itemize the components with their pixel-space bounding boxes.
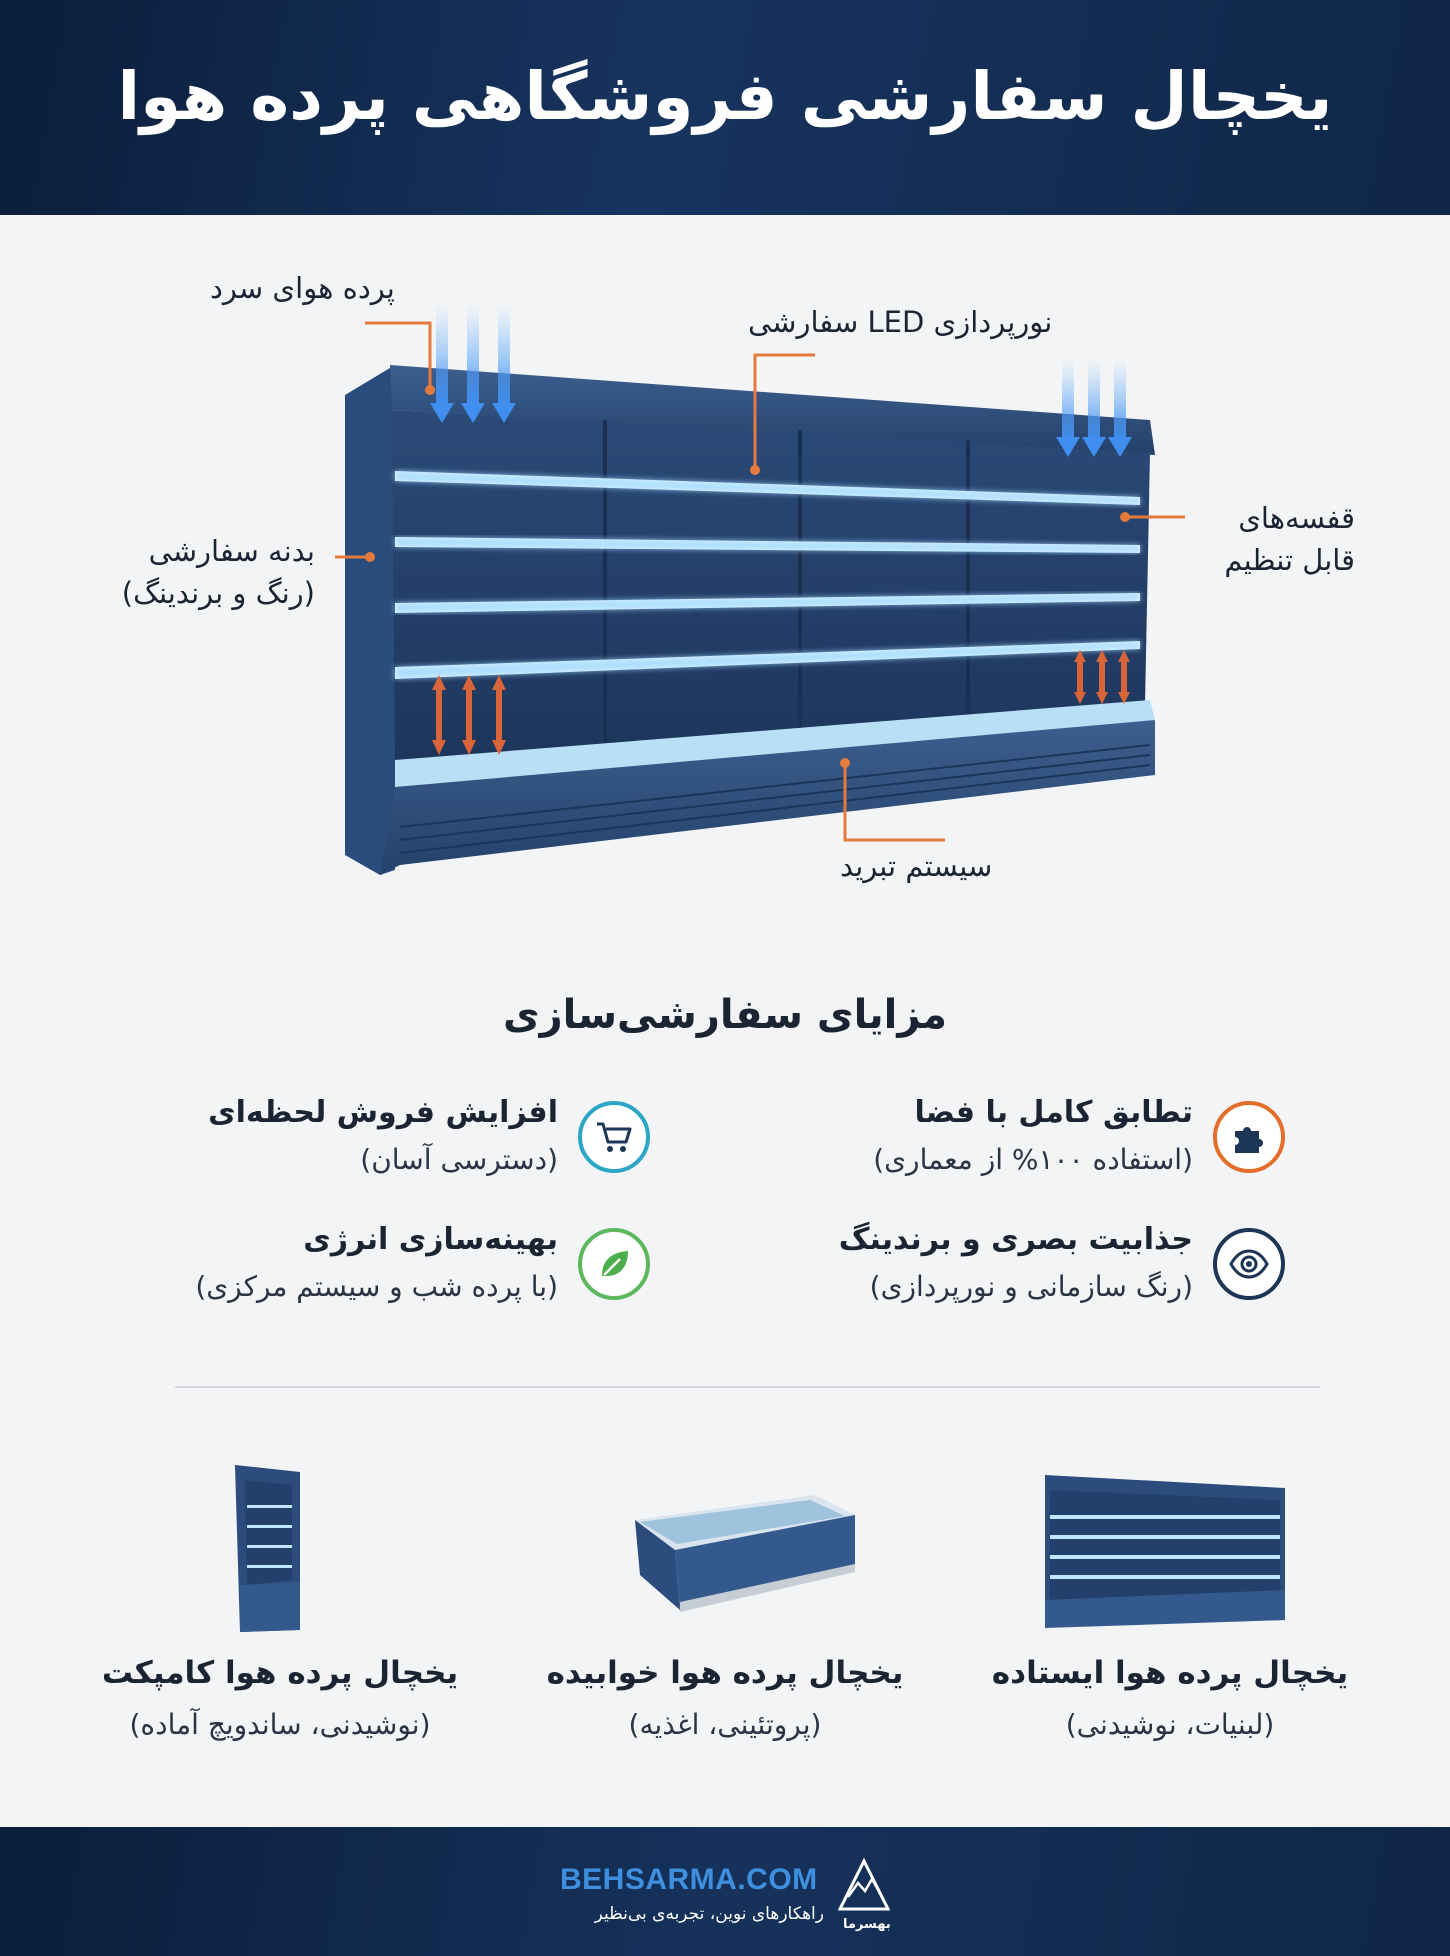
benefits-title: مزایای سفارشی‌سازی — [502, 992, 947, 1038]
benefit-visual-branding: جذابیت بصری و برندینگ (رنگ سازمانی و نورپردازی) — [645, 1222, 1285, 1342]
brand-url[interactable]: BEHSARMA.COM — [560, 1863, 818, 1896]
benefit-energy-optimization: بهینه‌سازی انرژی (با پرده شب و سیستم مرکزی) — [10, 1222, 650, 1342]
label-adjustable-shelves: قفسه‌های قابل تنظیم — [1224, 501, 1355, 578]
upright-fridge-image — [950, 1460, 1390, 1640]
air-curtain-arrows-right — [1056, 360, 1132, 457]
section-divider — [175, 1386, 1320, 1388]
mountain-logo-icon — [838, 1857, 890, 1915]
header-banner — [0, 0, 1450, 215]
cart-icon — [578, 1101, 650, 1173]
label-cold-air-curtain: پرده هوای سرد — [210, 271, 395, 305]
label-led-lighting: نورپردازی LED سفارشی — [748, 305, 1053, 339]
puzzle-icon — [1213, 1101, 1285, 1173]
eye-icon — [1213, 1228, 1285, 1300]
adjust-arrows-right — [1074, 650, 1130, 704]
air-curtain-arrows-left — [430, 305, 516, 423]
horizontal-fridge-image — [505, 1460, 945, 1640]
compact-fridge-image — [60, 1460, 500, 1640]
page-title: یخچال سفارشی فروشگاهی پرده هوا — [117, 58, 1333, 135]
label-custom-body: بدنه سفارشی (رنگ و برندینگ) — [121, 534, 315, 611]
label-cooling-system: سیستم تبرید — [840, 849, 993, 883]
leaf-icon — [578, 1228, 650, 1300]
side-panel — [345, 365, 395, 875]
brand-tagline: راهکارهای نوین، تجربه‌ی بی‌نظیر — [594, 1904, 824, 1924]
logo-text: بهسرما — [843, 1917, 891, 1932]
benefit-space-fit: تطابق کامل با فضا (استفاده ۱۰۰% از معماری) — [645, 1095, 1285, 1215]
benefit-sales-increase: افزایش فروش لحظه‌ای (دسترسی آسان) — [10, 1095, 650, 1215]
footer-banner — [0, 1827, 1450, 1956]
hero-illustration — [0, 215, 1450, 955]
